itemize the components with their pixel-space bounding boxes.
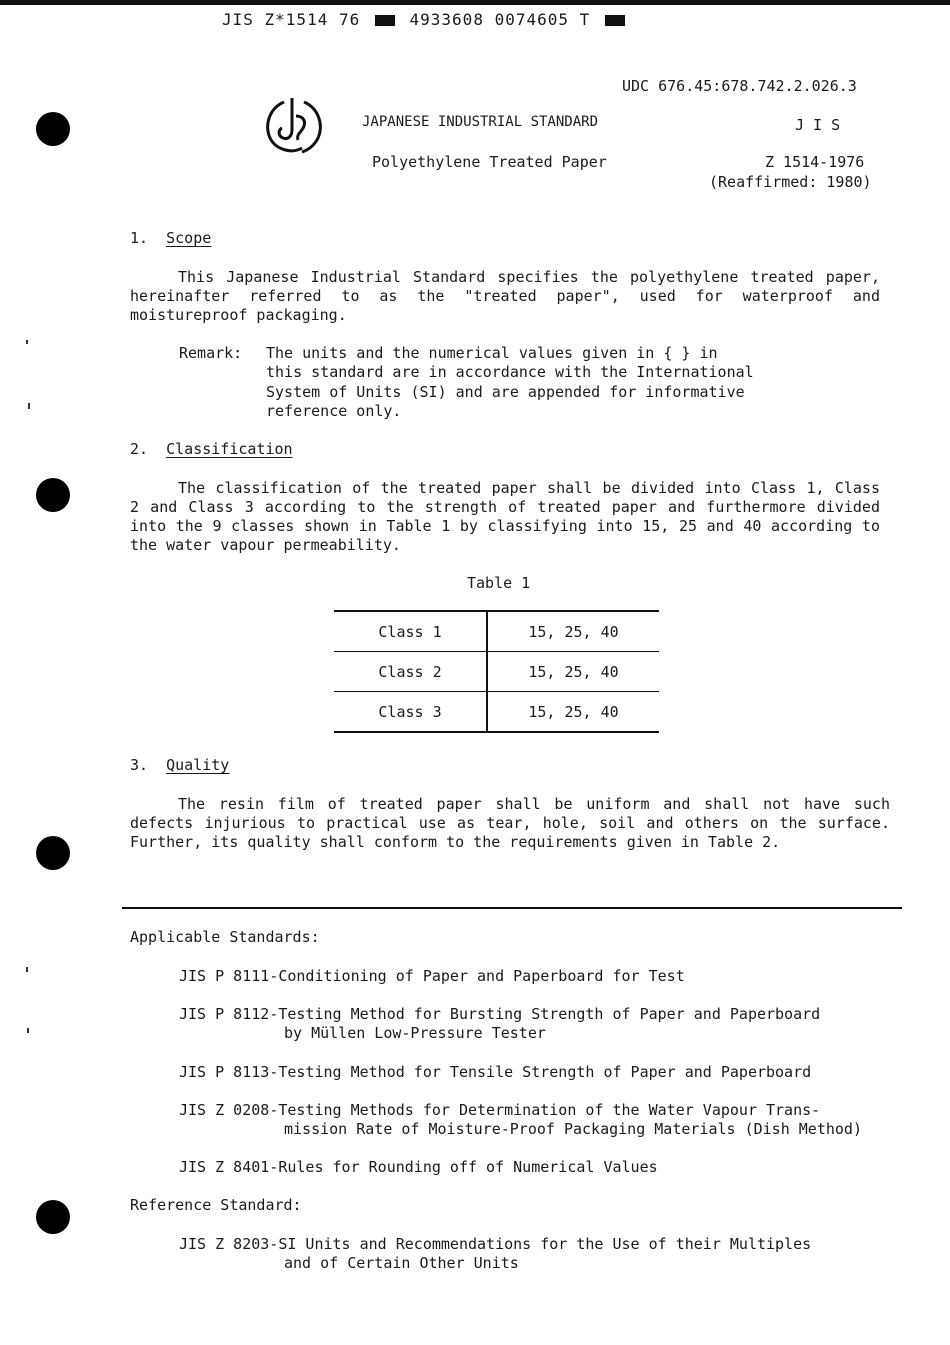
- scope-paragraph: This Japanese Industrial Standard specifies the polyethylene treated paper, hereinafter referred to as the "treated paper", used for waterproof and moistureproof packaging.: [130, 268, 880, 324]
- table-row: [334, 611, 659, 652]
- quality-paragraph: The resin film of treated paper shall be uniform and shall not have such defects injurious to practical use as tear, hole, soil and others on the surface. Further, its quality shall conform to the requirements given in Table 2.: [130, 795, 890, 851]
- binder-hole: [36, 836, 70, 870]
- classification-table: [334, 610, 659, 733]
- remark-label: Remark:: [179, 344, 243, 362]
- class-cell: Class 2: [334, 652, 487, 692]
- values-cell: 15, 25, 40: [487, 692, 659, 733]
- table-row: [334, 652, 659, 692]
- scan-speck: [28, 403, 30, 409]
- standard-reference-item: JIS Z 8203-SI Units and Recommendations for the Use of their Multiples and of Certain Other Units: [179, 1235, 812, 1272]
- remark-text: The units and the numerical values given in { } in this standard are in accordance with the International System of Units (SI) and are appended for informative reference only.: [266, 344, 754, 420]
- scan-speck: [26, 340, 28, 344]
- footer-divider: [122, 907, 902, 909]
- classification-paragraph: The classification of the treated paper shall be divided into Class 1, Class 2 and Class 3 according to the strength of treated paper and furthermore divided into the 9 classes shown in Table 1 by classifying into 15, 25 and 40 according to the water vapour permeability.: [130, 479, 880, 554]
- top-border: [0, 0, 950, 5]
- binder-hole: [36, 478, 70, 512]
- standard-number: Z 1514-1976: [765, 153, 865, 171]
- standard-reference-item: JIS P 8111-Conditioning of Paper and Paperboard for Test: [179, 967, 685, 985]
- table1-caption: Table 1: [467, 574, 531, 592]
- standard-title: Polyethylene Treated Paper: [372, 153, 607, 171]
- jis-logo-icon: [262, 94, 326, 158]
- redaction-block: [375, 15, 395, 26]
- section-quality-heading: 3. Quality: [130, 756, 230, 774]
- document-code-header: JIS Z*1514 76 4933608 0074605 T: [222, 10, 629, 29]
- standard-reference-item: JIS Z 0208-Testing Methods for Determination of the Water Vapour Trans- mission Rate of Moisture-Proof Packaging Materials (Dish Method): [179, 1101, 862, 1138]
- binder-hole: [36, 112, 70, 146]
- binder-hole: [36, 1200, 70, 1234]
- table-row: [334, 692, 659, 733]
- section-classification-heading: 2. Classification: [130, 440, 293, 458]
- values-cell: 15, 25, 40: [487, 652, 659, 692]
- redaction-block: [605, 15, 625, 26]
- section-scope-heading: 1. Scope: [130, 229, 212, 247]
- reaffirmed-note: (Reaffirmed: 1980): [709, 173, 872, 191]
- standard-reference-item: JIS P 8113-Testing Method for Tensile Strength of Paper and Paperboard: [179, 1063, 812, 1081]
- class-cell: Class 3: [334, 692, 487, 733]
- applicable-standards-heading: Applicable Standards:: [130, 928, 320, 946]
- reference-standard-heading: Reference Standard:: [130, 1196, 302, 1214]
- organization-name: JAPANESE INDUSTRIAL STANDARD: [362, 114, 599, 130]
- class-cell: Class 1: [334, 611, 487, 652]
- standard-reference-item: JIS P 8112-Testing Method for Bursting Strength of Paper and Paperboard by Müllen Low-Pressure Tester: [179, 1005, 821, 1042]
- values-cell: 15, 25, 40: [487, 611, 659, 652]
- standard-reference-item: JIS Z 8401-Rules for Rounding off of Numerical Values: [179, 1158, 658, 1176]
- scan-speck: [26, 967, 28, 972]
- jis-label: J I S: [795, 116, 841, 134]
- scan-speck: [27, 1028, 29, 1033]
- udc-code: UDC 676.45:678.742.2.026.3: [622, 77, 857, 95]
